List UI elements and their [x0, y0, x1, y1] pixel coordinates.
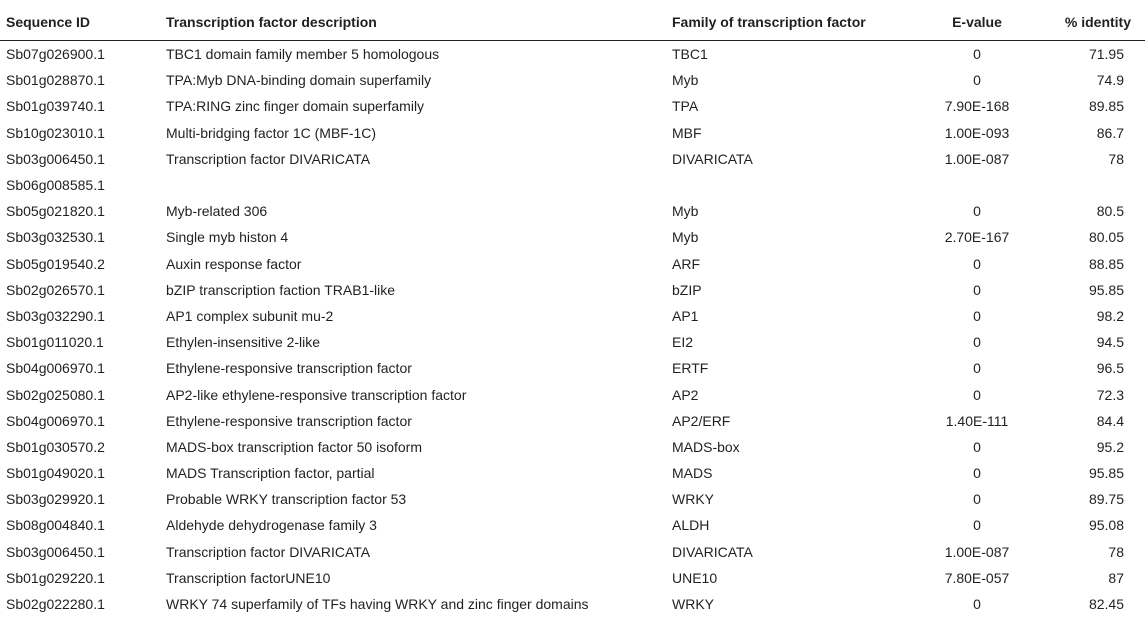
cell-family: MADS-box	[672, 438, 740, 455]
cell-identity: 72.3	[1096, 386, 1124, 403]
cell-evalue	[902, 172, 1052, 198]
table-row	[0, 565, 1145, 591]
cell-family: Myb	[672, 229, 699, 246]
cell-family: AP2/ERF	[672, 412, 731, 429]
cell-identity: 95.85	[1088, 465, 1124, 482]
header-family: Family of transcription factor	[672, 4, 902, 41]
table-row	[0, 539, 1145, 565]
cell-description: Aldehyde dehydrogenase family 3	[166, 517, 377, 534]
cell-family: EI2	[672, 334, 694, 351]
cell-identity: 71.95	[1088, 46, 1124, 63]
cell-family: ALDH	[672, 517, 710, 534]
cell-evalue: 1.00E-087	[944, 150, 1010, 167]
cell-evalue: 0	[973, 438, 981, 455]
cell-description: Transcription factor DIVARICATA	[166, 543, 371, 560]
cell-family	[672, 172, 902, 198]
table-row	[0, 120, 1145, 146]
cell-evalue: 2.70E-167	[944, 229, 1010, 246]
cell-description: WRKY 74 superfamily of TFs having WRKY and zinc finger domains	[166, 596, 589, 613]
cell-sequence-id: Sb04g006970.1	[6, 360, 105, 377]
cell-identity: 86.7	[1096, 124, 1124, 141]
table-row	[0, 434, 1145, 460]
table-row	[0, 408, 1145, 434]
table-row	[0, 591, 1145, 617]
cell-evalue: 7.90E-168	[944, 98, 1010, 115]
cell-sequence-id: Sb03g032530.1	[6, 229, 105, 246]
cell-family: AP1	[672, 307, 699, 324]
cell-sequence-id: Sb10g023010.1	[6, 124, 105, 141]
cell-evalue: 0	[973, 255, 981, 272]
cell-identity: 74.9	[1096, 72, 1124, 89]
cell-evalue: 0	[973, 465, 981, 482]
cell-evalue: 0	[973, 281, 981, 298]
cell-identity: 84.4	[1096, 412, 1124, 429]
cell-sequence-id: Sb01g028870.1	[6, 72, 105, 89]
cell-description: Auxin response factor	[166, 255, 302, 272]
cell-description: Ethylene-responsive transcription factor	[166, 412, 412, 429]
cell-evalue: 0	[973, 491, 981, 508]
cell-family: Myb	[672, 203, 699, 220]
cell-identity: 98.2	[1096, 307, 1124, 324]
cell-family: DIVARICATA	[672, 150, 753, 167]
header-row	[0, 4, 1145, 41]
cell-family: WRKY	[672, 491, 714, 508]
cell-identity: 80.05	[1088, 229, 1124, 246]
cell-sequence-id: Sb02g022280.1	[6, 596, 105, 613]
cell-sequence-id: Sb05g021820.1	[6, 203, 105, 220]
cell-identity: 96.5	[1096, 360, 1124, 377]
cell-sequence-id: Sb08g004840.1	[6, 517, 105, 534]
cell-sequence-id: Sb01g049020.1	[6, 465, 105, 482]
cell-family: bZIP	[672, 281, 702, 298]
cell-identity: 89.85	[1088, 98, 1124, 115]
cell-sequence-id: Sb02g026570.1	[6, 281, 105, 298]
cell-sequence-id: Sb04g006970.1	[6, 412, 105, 429]
table-row	[0, 224, 1145, 250]
cell-description: TPA:Myb DNA-binding domain superfamily	[166, 72, 432, 89]
cell-evalue: 0	[973, 46, 981, 63]
table-row	[0, 93, 1145, 119]
cell-sequence-id: Sb03g006450.1	[6, 150, 105, 167]
cell-family: TPA	[672, 98, 699, 115]
cell-identity: 78	[1108, 543, 1124, 560]
cell-evalue: 0	[973, 203, 981, 220]
cell-evalue: 1.00E-093	[944, 124, 1010, 141]
table-row	[0, 41, 1145, 68]
cell-sequence-id: Sb01g030570.2	[6, 438, 105, 455]
header-description: Transcription factor description	[166, 4, 672, 41]
cell-description: AP2-like ethylene-responsive transcription factor	[166, 386, 467, 403]
table-row	[0, 198, 1145, 224]
header-evalue: E-value	[902, 4, 1052, 41]
cell-family: Myb	[672, 72, 699, 89]
cell-evalue: 1.00E-087	[944, 543, 1010, 560]
cell-identity: 95.08	[1088, 517, 1124, 534]
cell-description: Transcription factor DIVARICATA	[166, 150, 371, 167]
cell-description: Ethylen-insensitive 2-like	[166, 334, 321, 351]
cell-description: Transcription factorUNE10	[166, 569, 331, 586]
table-row	[0, 277, 1145, 303]
cell-family: MADS	[672, 465, 713, 482]
cell-evalue: 0	[973, 517, 981, 534]
cell-description: Probable WRKY transcription factor 53	[166, 491, 407, 508]
cell-sequence-id: Sb02g025080.1	[6, 386, 105, 403]
table-row	[0, 329, 1145, 355]
cell-sequence-id: Sb07g026900.1	[6, 46, 105, 63]
cell-description: Myb-related 306	[166, 203, 268, 220]
cell-description	[166, 172, 672, 198]
cell-description: MADS Transcription factor, partial	[166, 465, 375, 482]
cell-sequence-id: Sb03g029920.1	[6, 491, 105, 508]
cell-evalue: 7.80E-057	[944, 569, 1010, 586]
cell-family: TBC1	[672, 46, 708, 63]
cell-family: DIVARICATA	[672, 543, 753, 560]
table-row	[0, 486, 1145, 512]
cell-description: Ethylene-responsive transcription factor	[166, 360, 412, 377]
cell-evalue: 0	[973, 596, 981, 613]
table-body	[0, 41, 1145, 618]
cell-family: AP2	[672, 386, 699, 403]
table-row	[0, 172, 1145, 198]
cell-sequence-id: Sb05g019540.2	[6, 255, 105, 272]
cell-sequence-id: Sb01g039740.1	[6, 98, 105, 115]
cell-evalue: 0	[973, 386, 981, 403]
cell-identity	[1052, 172, 1145, 198]
cell-identity: 95.2	[1096, 438, 1124, 455]
cell-sequence-id: Sb06g008585.1	[6, 177, 105, 194]
cell-sequence-id: Sb03g006450.1	[6, 543, 105, 560]
table-row	[0, 146, 1145, 172]
cell-evalue: 0	[973, 334, 981, 351]
cell-identity: 78	[1108, 150, 1124, 167]
cell-sequence-id: Sb01g011020.1	[6, 334, 104, 351]
cell-identity: 82.45	[1088, 596, 1124, 613]
cell-identity: 95.85	[1088, 281, 1124, 298]
cell-sequence-id: Sb03g032290.1	[6, 307, 105, 324]
cell-identity: 87	[1108, 569, 1124, 586]
cell-family: WRKY	[672, 596, 714, 613]
cell-description: AP1 complex subunit mu-2	[166, 307, 334, 324]
table-row	[0, 67, 1145, 93]
cell-evalue: 0	[973, 307, 981, 324]
cell-sequence-id: Sb01g029220.1	[6, 569, 105, 586]
table-row	[0, 460, 1145, 486]
cell-family: ERTF	[672, 360, 709, 377]
cell-description: TBC1 domain family member 5 homologous	[166, 46, 440, 63]
cell-identity: 94.5	[1096, 334, 1124, 351]
transcription-factor-table	[0, 4, 1145, 617]
cell-family: MBF	[672, 124, 702, 141]
table-row	[0, 251, 1145, 277]
cell-family: ARF	[672, 255, 700, 272]
header-identity: % identity	[1052, 4, 1145, 41]
cell-description: MADS-box transcription factor 50 isoform	[166, 438, 422, 455]
cell-identity: 80.5	[1096, 203, 1124, 220]
cell-description: bZIP transcription faction TRAB1-like	[166, 281, 396, 298]
table-row	[0, 303, 1145, 329]
cell-identity: 88.85	[1088, 255, 1124, 272]
cell-description: TPA:RING zinc finger domain superfamily	[166, 98, 425, 115]
cell-family: UNE10	[672, 569, 718, 586]
cell-description: Single myb histon 4	[166, 229, 289, 246]
table-row	[0, 355, 1145, 381]
table-row	[0, 381, 1145, 407]
cell-identity: 89.75	[1088, 491, 1124, 508]
cell-evalue: 0	[973, 360, 981, 377]
cell-evalue: 1.40E-111	[945, 412, 1009, 429]
header-sequence-id: Sequence ID	[0, 4, 166, 41]
cell-evalue: 0	[973, 72, 981, 89]
table-row	[0, 512, 1145, 538]
cell-description: Multi-bridging factor 1C (MBF-1C)	[166, 124, 377, 141]
